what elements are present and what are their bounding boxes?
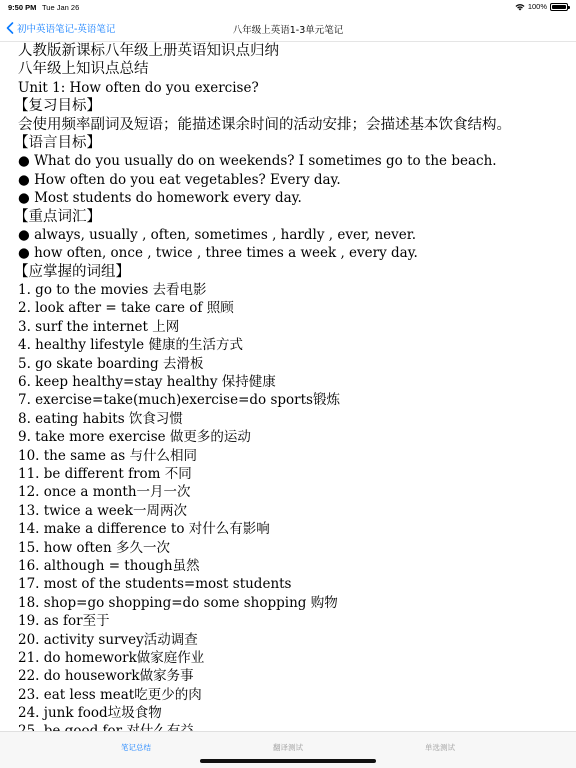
note-line: 人教版新课标八年级上册英语知识点归纳 [18,43,279,59]
note-line: 4. healthy lifestyle 健康的生活方式 [18,337,243,354]
note-line: ● Most students do homework every day. [18,190,302,207]
note-line: ● How often do you eat vegetables? Every day. [18,171,341,188]
note-line: 八年级上知识点总结 [18,61,149,78]
note-line: 3. surf the internet 上网 [18,318,180,335]
back-button-label: 初中英语笔记-英语笔记 [17,24,116,35]
note-line: 18. shop=go shopping=do some shopping 购物 [18,594,338,611]
note-line: 【重点词汇】 [14,208,101,225]
note-line: ● What do you usually do on weekends? I sometimes go to the beach. [18,153,497,170]
note-line: ● how often, once , twice , three times a week , every day. [18,245,418,262]
note-line: 14. make a difference to 对什么有影响 [18,521,270,538]
note-line: 21. do homework做家庭作业 [18,649,205,666]
note-line: 16. although = though虽然 [18,557,200,574]
page-title: 八年级上英语1-3单元笔记 [232,25,344,36]
note-line: ● always, usually , often, sometimes , hardly , ever, never. [18,226,417,243]
tab-notes-summary[interactable]: 笔记总结 [121,743,151,752]
note-line: 会使用频率副词及短语；能描述课余时间的活动安排；会描述基本饮食结构。 [18,116,511,133]
status-bar [0,0,576,14]
note-line: 10. the same as 与什么相同 [18,447,197,464]
note-line: 12. once a month一月一次 [18,484,191,501]
note-line: 7. exercise=take(much)exercise=do sports锻炼 [18,392,340,409]
note-line: 20. activity survey活动调查 [18,631,198,648]
battery-icon [550,3,568,11]
note-line: 22. do housework做家务事 [18,668,194,685]
battery-percent: 100% [527,2,547,11]
note-line: 23. eat less meat吃更少的肉 [18,686,202,703]
note-line: 5. go skate boarding 去滑板 [18,355,204,372]
battery-fill [552,5,566,9]
tab-single-choice-test[interactable]: 单选测试 [425,743,455,752]
home-indicator [200,759,376,763]
note-line: 8. eating habits 饮食习惯 [18,410,183,427]
note-line: 9. take more exercise 做更多的运动 [18,429,251,446]
status-date: Tue Jan 26 [42,3,80,12]
note-line: 【语言目标】 [14,134,101,151]
notes-content[interactable] [14,42,570,731]
note-line: 【应掌握的词组】 [14,263,130,280]
note-line: 17. most of the students=most students [18,576,292,593]
note-line: 2. look after = take care of 照顾 [18,300,234,317]
note-line: Unit 1: How often do you exercise? [18,79,259,96]
note-line: 15. how often 多久一次 [18,539,170,556]
note-line: 1. go to the movies 去看电影 [18,282,207,299]
note-line: 11. be different from 不同 [18,465,192,482]
note-line: 【复习目标】 [14,98,101,115]
wifi-icon [515,3,525,11]
tab-translation-test[interactable]: 翻译测试 [273,743,303,752]
status-time: 9:50 PM [8,3,37,12]
status-indicators [515,2,568,11]
note-line: 13. twice a week一周两次 [18,502,187,519]
note-line: 24. junk food垃圾食物 [18,705,162,722]
navigation-bar [0,14,576,42]
note-line: 19. as for至于 [18,613,110,630]
note-line: 6. keep healthy=stay healthy 保持健康 [18,374,276,391]
